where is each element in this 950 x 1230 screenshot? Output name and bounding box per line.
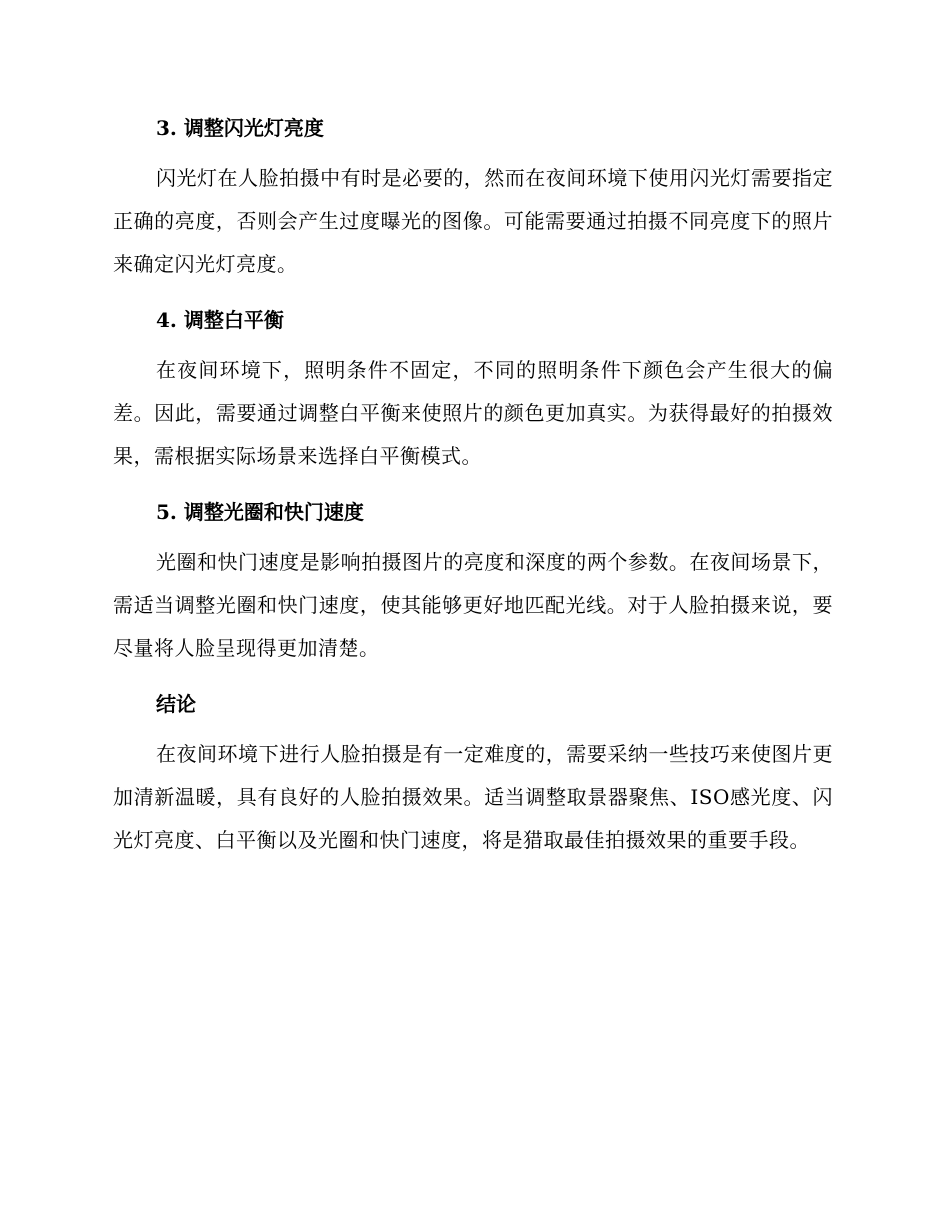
section-aperture-shutter: [113, 492, 833, 670]
section-heading: 3. 调整闪光灯亮度: [156, 116, 324, 140]
section-paragraph: 闪光灯在人脸拍摄中有时是必要的，然而在夜间环境下使用闪光灯需要指定正确的亮度，否则会产生过度曝光的图像。可能需要通过拍摄不同亮度下的照片来确定闪光灯亮度。: [113, 166, 833, 276]
section-conclusion: [113, 684, 833, 862]
section-heading: 4. 调整白平衡: [156, 308, 284, 332]
section-paragraph: 在夜间环境下，照明条件不固定，不同的照明条件下颜色会产生很大的偏差。因此，需要通过调整白平衡来使照片的颜色更加真实。为获得最好的拍摄效果，需根据实际场景来选择白平衡模式。: [113, 358, 833, 468]
section-white-balance: [113, 300, 833, 478]
section-paragraph: 在夜间环境下进行人脸拍摄是有一定难度的，需要采纳一些技巧来使图片更加清新温暖，具有良好的人脸拍摄效果。适当调整取景器聚焦、ISO感光度、闪光灯亮度、白平衡以及光圈和快门速度，将是猎取最佳拍摄效果的重要手段。: [113, 742, 833, 852]
section-flash-brightness: [113, 108, 833, 286]
section-heading: 5. 调整光圈和快门速度: [156, 500, 364, 524]
section-paragraph: 光圈和快门速度是影响拍摄图片的亮度和深度的两个参数。在夜间场景下，需适当调整光圈和快门速度，使其能够更好地匹配光线。对于人脸拍摄来说，要尽量将人脸呈现得更加清楚。: [113, 550, 833, 660]
section-heading: 结论: [156, 692, 196, 716]
document-page: [113, 108, 833, 876]
